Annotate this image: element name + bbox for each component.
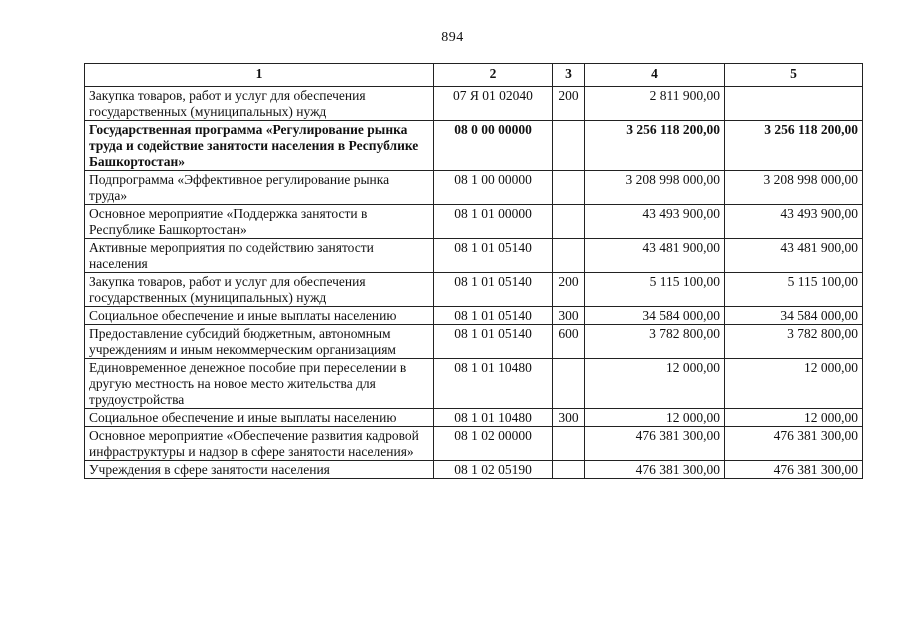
row-vr-cell: 300 <box>553 307 585 325</box>
row-name-cell: Предоставление субсидий бюджетным, автономным учреждениям и иным некоммерческим организациям <box>85 325 434 359</box>
row-sum-5-cell: 34 584 000,00 <box>725 307 863 325</box>
row-name-cell: Закупка товаров, работ и услуг для обеспечения государственных (муниципальных) нужд <box>85 87 434 121</box>
row-code-cell: 07 Я 01 02040 <box>434 87 553 121</box>
row-sum-5-cell: 43 481 900,00 <box>725 239 863 273</box>
row-name-cell: Социальное обеспечение и иные выплаты населению <box>85 409 434 427</box>
row-sum-4-cell: 3 782 800,00 <box>585 325 725 359</box>
row-sum-5-cell: 5 115 100,00 <box>725 273 863 307</box>
table-row <box>85 359 863 409</box>
row-code-cell: 08 1 00 00000 <box>434 171 553 205</box>
table-row <box>85 427 863 461</box>
row-vr-cell <box>553 205 585 239</box>
row-name-cell: Подпрограмма «Эффективное регулирование рынка труда» <box>85 171 434 205</box>
table-body <box>85 87 863 479</box>
table-row <box>85 273 863 307</box>
row-sum-5-cell: 12 000,00 <box>725 409 863 427</box>
row-name-cell: Активные мероприятия по содействию занятости населения <box>85 239 434 273</box>
table-row <box>85 121 863 171</box>
row-sum-4-cell: 3 208 998 000,00 <box>585 171 725 205</box>
row-sum-5-cell <box>725 87 863 121</box>
row-code-cell: 08 1 01 10480 <box>434 409 553 427</box>
column-header-vr: 3 <box>553 64 585 87</box>
budget-table <box>84 63 863 479</box>
row-code-cell: 08 1 01 05140 <box>434 325 553 359</box>
row-sum-5-cell: 3 208 998 000,00 <box>725 171 863 205</box>
row-code-cell: 08 1 01 10480 <box>434 359 553 409</box>
row-code-cell: 08 1 01 00000 <box>434 205 553 239</box>
table-row <box>85 325 863 359</box>
row-sum-4-cell: 5 115 100,00 <box>585 273 725 307</box>
row-code-cell: 08 1 01 05140 <box>434 307 553 325</box>
column-header-sum-5: 5 <box>725 64 863 87</box>
row-name-cell: Единовременное денежное пособие при переселении в другую местность на новое место жительства для трудоустройства <box>85 359 434 409</box>
row-vr-cell: 200 <box>553 273 585 307</box>
table-row <box>85 171 863 205</box>
page-number: 894 <box>441 30 464 45</box>
row-sum-4-cell: 43 493 900,00 <box>585 205 725 239</box>
row-vr-cell <box>553 427 585 461</box>
row-vr-cell: 300 <box>553 409 585 427</box>
row-name-cell: Социальное обеспечение и иные выплаты населению <box>85 307 434 325</box>
row-sum-4-cell: 2 811 900,00 <box>585 87 725 121</box>
row-sum-5-cell: 3 256 118 200,00 <box>725 121 863 171</box>
row-name-cell: Государственная программа «Регулирование рынка труда и содействие занятости населения в Республике Башкортостан» <box>85 121 434 171</box>
table-row <box>85 87 863 121</box>
row-sum-4-cell: 476 381 300,00 <box>585 461 725 479</box>
table-row <box>85 239 863 273</box>
row-sum-4-cell: 12 000,00 <box>585 359 725 409</box>
row-code-cell: 08 1 02 00000 <box>434 427 553 461</box>
row-sum-5-cell: 43 493 900,00 <box>725 205 863 239</box>
row-vr-cell: 600 <box>553 325 585 359</box>
row-sum-4-cell: 34 584 000,00 <box>585 307 725 325</box>
row-sum-4-cell: 12 000,00 <box>585 409 725 427</box>
row-name-cell: Основное мероприятие «Поддержка занятости в Республике Башкортостан» <box>85 205 434 239</box>
row-sum-4-cell: 43 481 900,00 <box>585 239 725 273</box>
row-vr-cell <box>553 461 585 479</box>
row-vr-cell <box>553 239 585 273</box>
row-code-cell: 08 1 02 05190 <box>434 461 553 479</box>
table-row <box>85 461 863 479</box>
header-row <box>85 64 863 87</box>
table-row <box>85 205 863 239</box>
row-name-cell: Учреждения в сфере занятости населения <box>85 461 434 479</box>
row-sum-5-cell: 476 381 300,00 <box>725 461 863 479</box>
row-vr-cell <box>553 171 585 205</box>
row-name-cell: Закупка товаров, работ и услуг для обеспечения государственных (муниципальных) нужд <box>85 273 434 307</box>
row-vr-cell: 200 <box>553 87 585 121</box>
row-code-cell: 08 0 00 00000 <box>434 121 553 171</box>
row-sum-4-cell: 3 256 118 200,00 <box>585 121 725 171</box>
row-vr-cell <box>553 359 585 409</box>
row-code-cell: 08 1 01 05140 <box>434 273 553 307</box>
row-sum-4-cell: 476 381 300,00 <box>585 427 725 461</box>
row-sum-5-cell: 3 782 800,00 <box>725 325 863 359</box>
row-vr-cell <box>553 121 585 171</box>
table-row <box>85 409 863 427</box>
row-sum-5-cell: 12 000,00 <box>725 359 863 409</box>
row-name-cell: Основное мероприятие «Обеспечение развития кадровой инфраструктуры и надзор в сфере занятости населения» <box>85 427 434 461</box>
row-sum-5-cell: 476 381 300,00 <box>725 427 863 461</box>
table-row <box>85 307 863 325</box>
column-header-name: 1 <box>85 64 434 87</box>
column-header-sum-4: 4 <box>585 64 725 87</box>
column-header-code: 2 <box>434 64 553 87</box>
row-code-cell: 08 1 01 05140 <box>434 239 553 273</box>
